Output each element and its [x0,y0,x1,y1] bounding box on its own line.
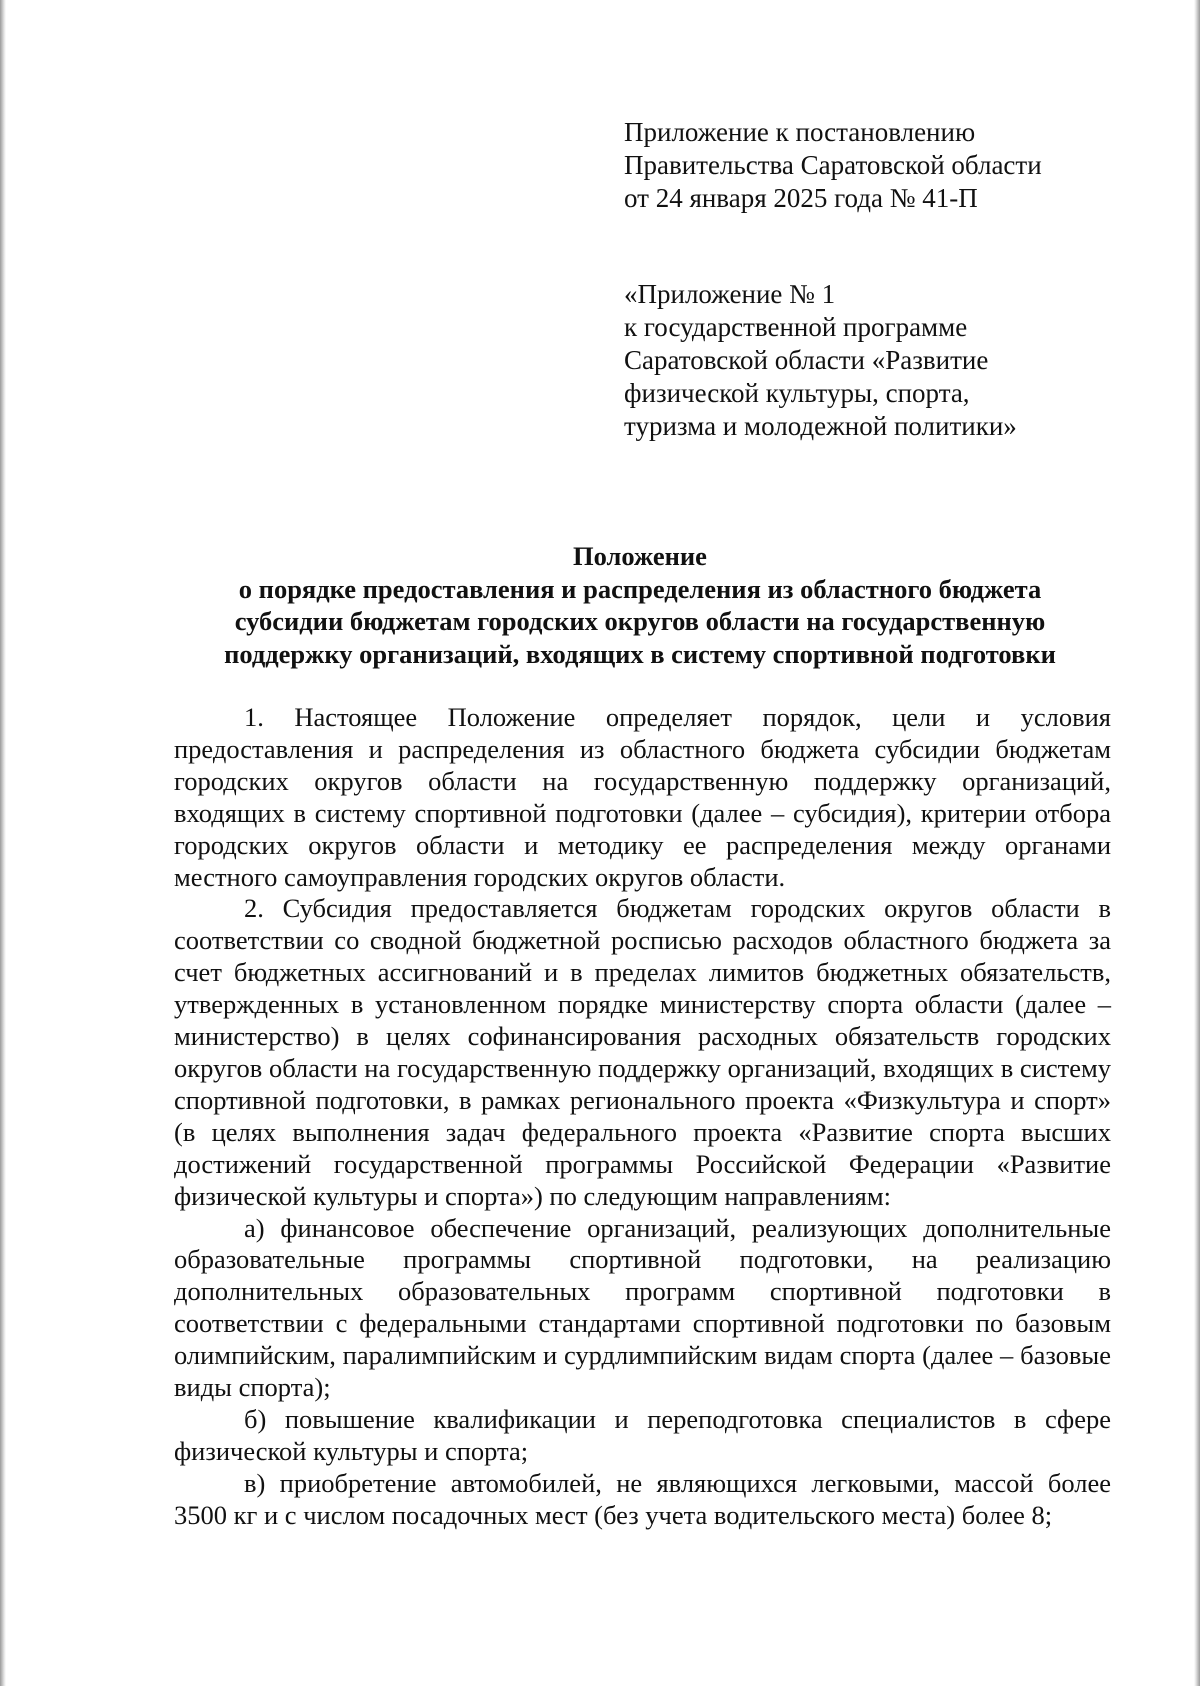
title-line: субсидии бюджетам городских округов области на государственную [234,606,1046,636]
appendix-header-line: Приложение к постановлению [624,117,976,147]
title-line: Положение [573,541,707,571]
appendix-header-line: от 24 января 2025 года № 41-П [624,183,978,213]
program-appendix-line: физической культуры, спорта, [624,378,970,408]
program-appendix-line: к государственной программе [624,312,968,342]
appendix-header [624,116,1042,215]
title-line: поддержку организаций, входящих в систему спортивной подготовки [224,638,1056,669]
scan-edge-right [1194,0,1200,1686]
title-line: о порядке предоставления и распределения из областного бюджета [238,573,1042,604]
program-appendix-line: «Приложение № 1 [624,279,836,309]
program-appendix [624,278,1017,443]
appendix-header-line: Правительства Саратовской области [624,150,1042,180]
document-body [174,702,1111,1532]
scan-edge-left [0,0,6,1686]
paragraph-2c: в) приобретение автомобилей, не являющихся легковыми, массой более 3500 кг и с числом посадочных мест (без учета водительского места) более 8; [174,1467,1111,1530]
document-title [150,540,1130,670]
paragraph-2b: б) повышение квалификации и переподготовка специалистов в сфере физической культуры и спорта; [174,1403,1111,1466]
paragraph-1: 1. Настоящее Положение определяет порядок, цели и условия предоставления и распределения из областного бюджета субсидии бюджетам городских округов области на государственную поддержку организаций, входящих в систему спортивной подготовки (далее – субсидия), критерии отбора городских округов области и методику ее распределения между органами местного самоуправления городских округов области. [174,702,1111,892]
program-appendix-line: Саратовской области «Развитие [624,345,989,375]
paragraph-2a: а) финансовое обеспечение организаций, реализующих дополнительные образовательные программы спортивной подготовки, на реализацию дополнительных образовательных программ спортивной подготовки в соответствии с федеральными стандартами спортивной подготовки по базовым олимпийским, паралимпийским и сурдлимпийским видам спорта (далее – базовые виды спорта); [174,1212,1111,1403]
program-appendix-line: туризма и молодежной политики» [624,411,1017,441]
paragraph-2: 2. Субсидия предоставляется бюджетам городских округов области в соответствии со сводной бюджетной росписью расходов областного бюджета за счет бюджетных ассигнований и в пределах лимитов бюджетных обязательств, утвержденных в установленном порядке министерству спорта области (далее – министерство) в целях софинансирования расходных обязательств городских округов области на государственную поддержку организаций, входящих в систему спортивной подготовки, в рамках регионального проекта «Физкультура и спорт» (в целях выполнения задач федерального проекта «Развитие спорта высших достижений государственной программы Российской Федерации «Развитие физической культуры и спорта») по следующим направлениям: [174,893,1111,1211]
